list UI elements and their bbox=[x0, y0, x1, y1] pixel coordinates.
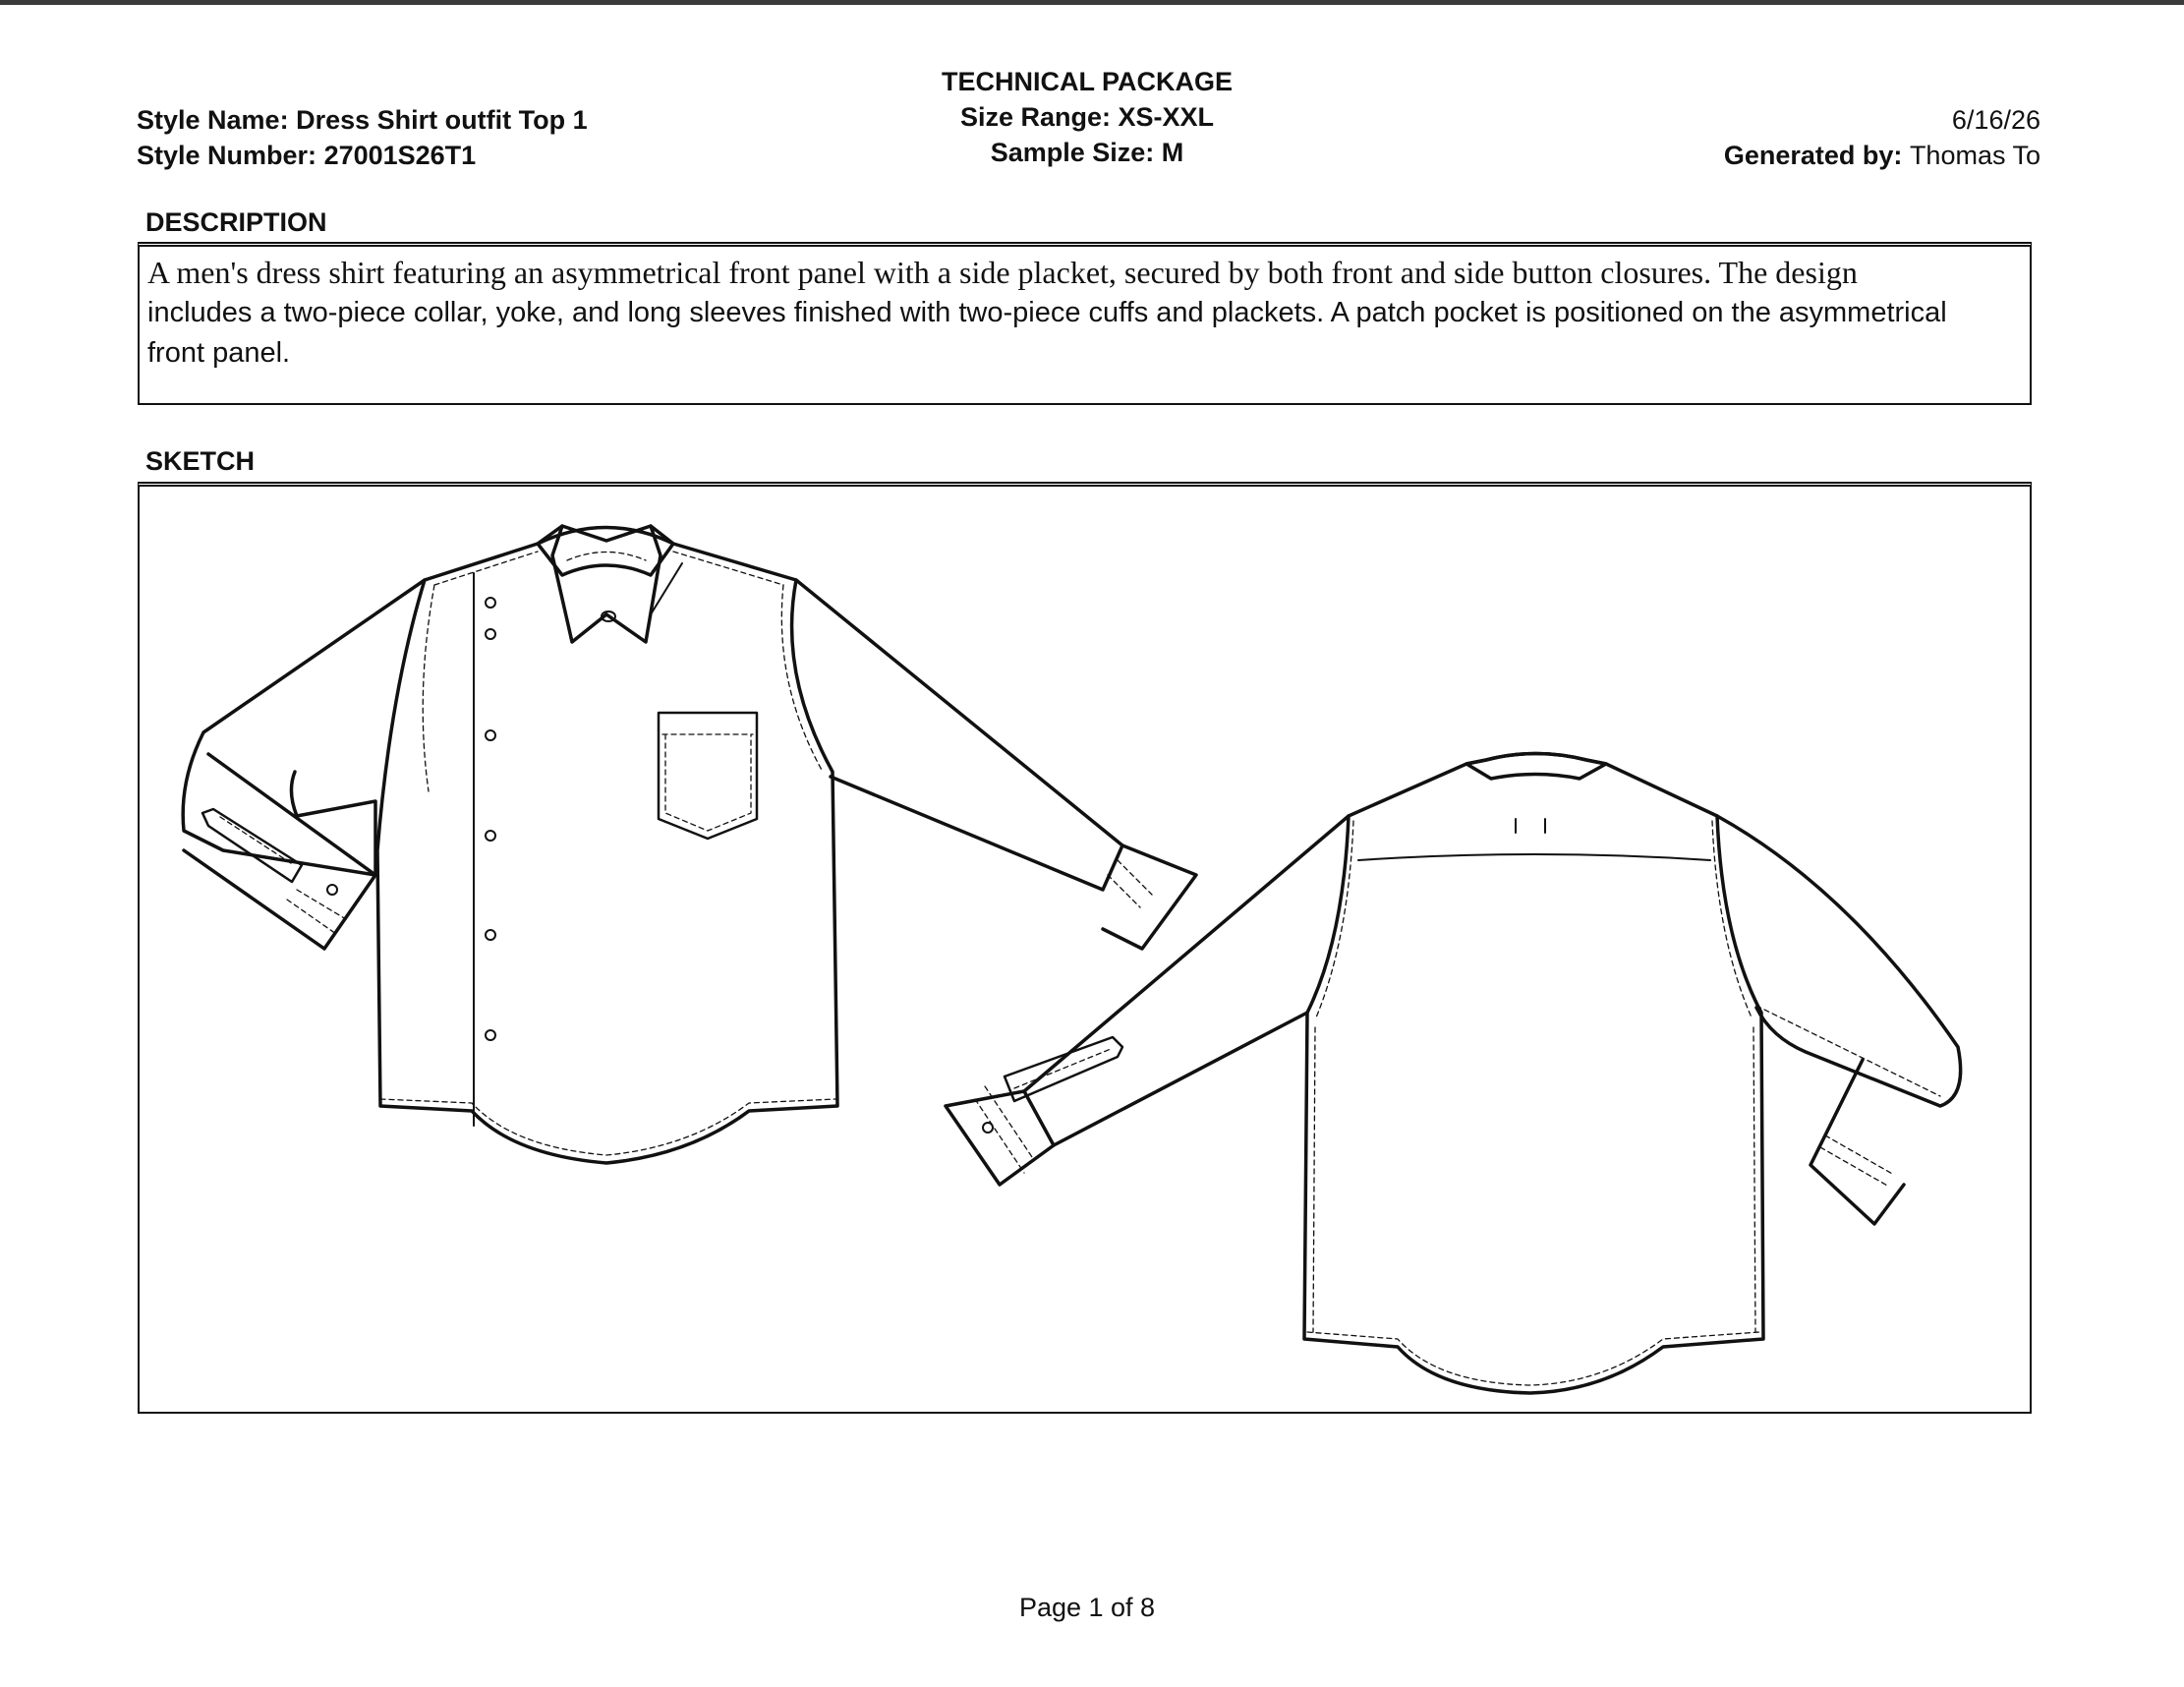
description-line-2: includes a two-piece collar, yoke, and long sleeves finished with two-piece cuffs and plackets. A patch pocket is positioned on the asymmetrical bbox=[147, 297, 1947, 328]
pocket-stitch bbox=[662, 734, 753, 831]
placket-button-icon bbox=[486, 730, 495, 740]
style-name-label: Style Name: bbox=[137, 105, 289, 135]
front-left-sleeve bbox=[183, 580, 425, 875]
sketch-heading: SKETCH bbox=[145, 446, 256, 476]
sketch-box bbox=[138, 482, 2032, 1414]
style-name-value: Dress Shirt outfit Top 1 bbox=[296, 105, 588, 135]
left-sleeve-placket bbox=[202, 809, 302, 882]
yoke-stitch bbox=[434, 552, 783, 585]
document-date: 6/16/26 bbox=[1951, 105, 2040, 135]
front-collar-right-point bbox=[606, 526, 661, 642]
sample-size-label: Sample Size: bbox=[990, 138, 1155, 167]
generated-by-label: Generated by: bbox=[1723, 141, 1903, 170]
back-hem-stitch bbox=[1307, 1332, 1759, 1385]
left-cuff-button-icon bbox=[327, 885, 337, 895]
generated-by-value: Thomas To bbox=[1909, 141, 2040, 170]
style-number-value: 27001S26T1 bbox=[323, 141, 477, 170]
document-meta bbox=[1724, 102, 2040, 173]
description-box bbox=[138, 242, 2032, 405]
back-right-cuff-stitch bbox=[1820, 1135, 1894, 1187]
collar-stitch bbox=[567, 553, 646, 561]
size-range-value: XS-XXL bbox=[1118, 102, 1215, 132]
page-number: Page 1 of 8 bbox=[1018, 1593, 1156, 1622]
description-heading: DESCRIPTION bbox=[145, 207, 327, 237]
front-view bbox=[183, 526, 1196, 1163]
back-left-sleeve bbox=[1024, 816, 1349, 1145]
front-right-sleeve bbox=[796, 580, 1122, 890]
back-yoke-seam bbox=[1358, 854, 1710, 860]
back-side-seam-stitch bbox=[1313, 1027, 1755, 1332]
size-range-label: Size Range: bbox=[959, 102, 1111, 132]
placket-button-icon bbox=[486, 629, 495, 639]
back-body-outline bbox=[1304, 754, 1763, 1394]
sketch-drawing bbox=[140, 487, 2034, 1419]
back-right-sleeve-stitch bbox=[1756, 1006, 1940, 1096]
placket-button-icon bbox=[486, 598, 495, 608]
front-hem-stitch bbox=[380, 1099, 835, 1155]
left-armhole-stitch bbox=[423, 585, 434, 791]
right-armhole-stitch bbox=[781, 585, 823, 772]
patch-pocket bbox=[659, 713, 757, 839]
back-left-cuff bbox=[946, 1091, 1054, 1185]
document-title: TECHNICAL PACKAGE bbox=[941, 67, 1233, 96]
back-left-cuff-button-icon bbox=[983, 1123, 993, 1133]
description-line-3: front panel. bbox=[147, 337, 291, 369]
back-collar bbox=[1466, 754, 1606, 780]
placket-button-icon bbox=[486, 1030, 495, 1040]
style-number-label: Style Number: bbox=[137, 141, 317, 170]
placket-button-icon bbox=[486, 930, 495, 940]
back-view bbox=[946, 754, 1961, 1394]
description-line-1: A men's dress shirt featuring an asymmetrical front panel with a side placket, secured by both front and side button closures. The design bbox=[147, 255, 1858, 290]
front-collar-left-point bbox=[552, 526, 606, 642]
generated-by-line bbox=[1724, 138, 2040, 173]
placket-button-icon bbox=[486, 831, 495, 841]
back-locker-loop-marks bbox=[1516, 819, 1545, 833]
sample-size-value: M bbox=[1161, 138, 1184, 167]
